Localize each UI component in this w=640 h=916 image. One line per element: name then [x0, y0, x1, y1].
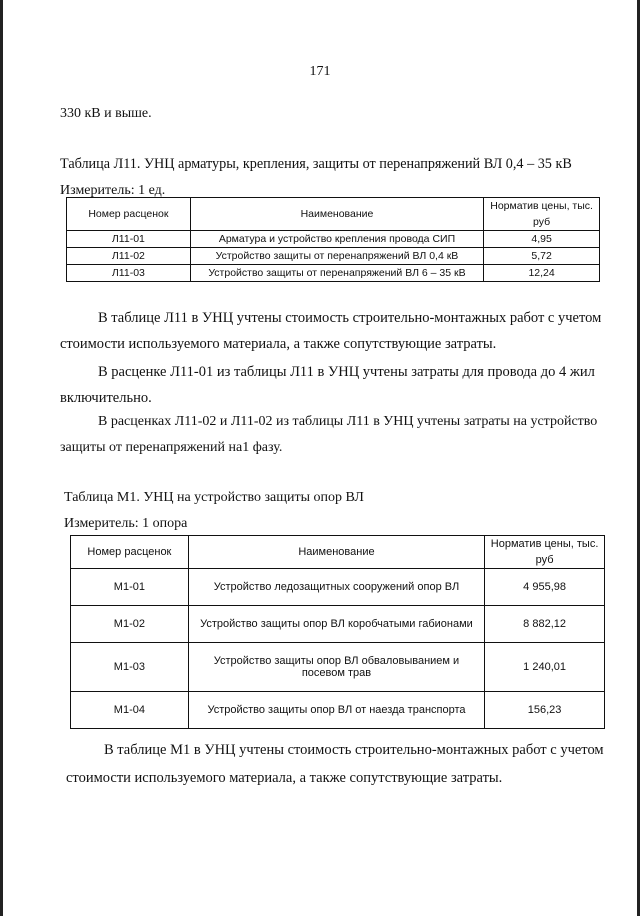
table-row	[67, 231, 600, 248]
table1-unit: Измеритель: 1 ед.	[60, 183, 166, 198]
row-code: М1-01	[71, 569, 189, 606]
row-code: М1-03	[71, 643, 189, 692]
para1-line2: стоимости используемого материала, а также сопутствующие затраты.	[60, 336, 497, 352]
row-price: 156,23	[485, 692, 605, 729]
table-row	[71, 643, 605, 692]
row-name: Арматура и устройство крепления провода СИП	[190, 231, 483, 248]
row-name: Устройство защиты опор ВЛ обваловыванием и посевом трав	[188, 643, 484, 692]
row-code: Л11-03	[67, 265, 191, 282]
row-name: Устройство защиты опор ВЛ коробчатыми габионами	[188, 606, 484, 643]
table-row	[71, 606, 605, 643]
row-code: Л11-01	[67, 231, 191, 248]
row-name: Устройство защиты от перенапряжений ВЛ 0,4 кВ	[190, 248, 483, 265]
para2-line2: включительно.	[60, 390, 152, 406]
row-name: Устройство ледозащитных сооружений опор ВЛ	[188, 569, 484, 606]
table-row	[71, 569, 605, 606]
row-price: 1 240,01	[485, 643, 605, 692]
table-row	[67, 265, 600, 282]
row-price: 4 955,98	[485, 569, 605, 606]
para2-line1: В расценке Л11-01 из таблицы Л11 в УНЦ учтены затраты для провода до 4 жил	[98, 364, 595, 380]
header-code: Номер расценок	[67, 198, 191, 231]
para4-line2: стоимости используемого материала, а также сопутствующие затраты.	[66, 770, 503, 786]
header-name: Наименование	[188, 536, 484, 569]
intro-line: 330 кВ и выше.	[60, 106, 152, 121]
table2-caption: Таблица М1. УНЦ на устройство защиты опор ВЛ	[64, 490, 364, 505]
page-border-left	[0, 0, 3, 916]
para1-line1: В таблице Л11 в УНЦ учтены стоимость строительно-монтажных работ с учетом	[98, 310, 602, 326]
para3-line1: В расценках Л11-02 и Л11-02 из таблицы Л11 в УНЦ учтены затраты на устройство	[98, 414, 598, 429]
row-code: М1-04	[71, 692, 189, 729]
table-m1	[70, 535, 605, 729]
para3-line2: защиты от перенапряжений на1 фазу.	[60, 440, 283, 455]
table-row	[71, 692, 605, 729]
row-code: М1-02	[71, 606, 189, 643]
table1-caption: Таблица Л11. УНЦ арматуры, крепления, защиты от перенапряжений ВЛ 0,4 – 35 кВ	[60, 156, 572, 172]
table-l11	[66, 197, 600, 282]
row-name: Устройство защиты опор ВЛ от наезда транспорта	[188, 692, 484, 729]
table-header-row	[67, 198, 600, 231]
row-code: Л11-02	[67, 248, 191, 265]
row-price: 5,72	[484, 248, 600, 265]
row-price: 4,95	[484, 231, 600, 248]
row-price: 8 882,12	[485, 606, 605, 643]
header-name: Наименование	[190, 198, 483, 231]
page-number: 171	[309, 64, 331, 79]
header-price: Норматив цены, тыс. руб	[485, 536, 605, 569]
row-price: 12,24	[484, 265, 600, 282]
table2-unit: Измеритель: 1 опора	[64, 516, 188, 531]
table-row	[67, 248, 600, 265]
header-price: Норматив цены, тыс. руб	[484, 198, 600, 231]
para4-line1: В таблице М1 в УНЦ учтены стоимость строительно-монтажных работ с учетом	[104, 742, 604, 758]
header-code: Номер расценок	[71, 536, 189, 569]
row-name: Устройство защиты от перенапряжений ВЛ 6 – 35 кВ	[190, 265, 483, 282]
table-header-row	[71, 536, 605, 569]
